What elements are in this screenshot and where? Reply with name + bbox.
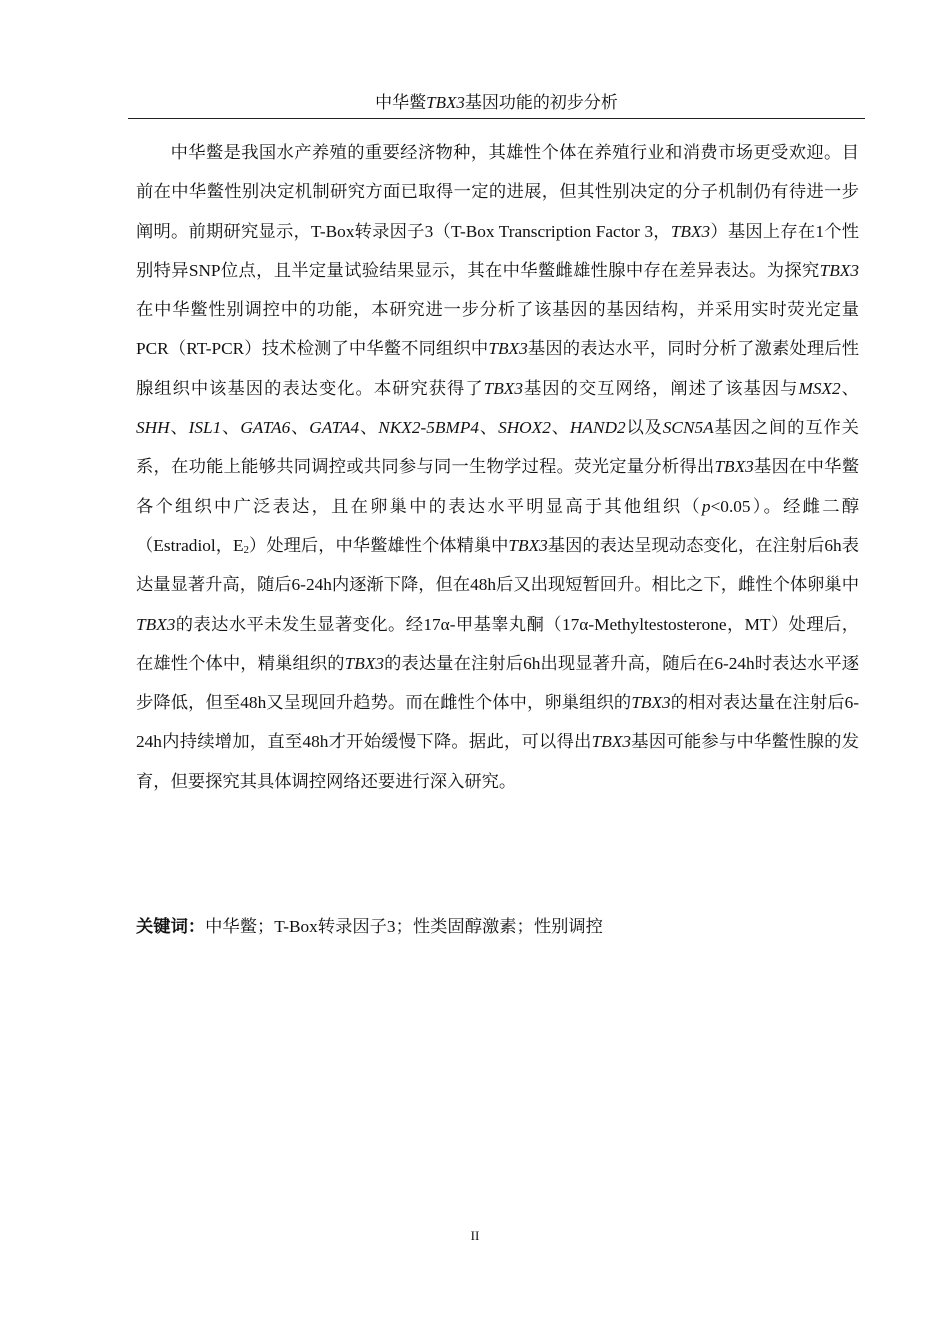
- separator: 、: [479, 418, 499, 438]
- subscript: 2: [243, 543, 250, 556]
- gene-name: SHH: [136, 418, 170, 438]
- abstract-text: 在中华鳖性别调控中的功能，本研究进一步分析了该基因的基因结构，并采用实时荧光定量PCR（RT-PCR）技术检测了中华鳖不同组织中: [136, 300, 859, 359]
- gene-name: GATA6: [240, 418, 291, 438]
- abstract-text: 基因的表达水平，同时分析了激素处理后性腺组织中该基因的表达变化。本研究获得了: [136, 339, 859, 398]
- gene-name: TBX3: [344, 653, 384, 673]
- header-text-pre: 中华鳖: [375, 93, 427, 112]
- abstract-text: 的表达水平未发生显著变化。经17α-甲基睾丸酮（17α-Methyltestosterone，MT）处理后，在雄性个体中，精巢组织的: [136, 614, 859, 673]
- abstract-text: 基因之间的互作关系，在功能上能够共同调控或共同参与同一生物学过程。荧光定量分析得出: [136, 418, 859, 477]
- abstract-text: ）基因上存在1个性别特异SNP位点，且半定量试验结果显示，其在中华鳖雌雄性腺中存在差异表达。为探究: [136, 221, 859, 280]
- gene-name: SCN5A: [662, 418, 714, 438]
- abstract-text: ）处理后，中华鳖雄性个体精巢中: [249, 535, 509, 555]
- p-value-symbol: p: [701, 496, 711, 516]
- gene-name: TBX3: [508, 535, 548, 555]
- keywords-label: 关键词：: [136, 917, 206, 936]
- header-gene-name: TBX3: [426, 93, 465, 112]
- gene-name: HAND2: [569, 418, 626, 438]
- abstract-text: 中华鳖是我国水产养殖的重要经济物种，其雄性个体在养殖行业和消费市场更受欢迎。目前在中华鳖性别决定机制研究方面已取得一定的进展，但其性别决定的分子机制仍有待进一步阐明。前期研究显示，T-Box转录因子3（T-Box Transcription Factor 3，: [136, 143, 859, 241]
- abstract-text: 基因可能参与中华鳖性腺的发育，但要探究其具体调控网络还要进行深入研究。: [136, 732, 859, 791]
- gene-name: TBX3: [591, 732, 632, 752]
- running-header: [128, 90, 865, 119]
- abstract-paragraph: [136, 133, 859, 801]
- separator: 、: [290, 418, 310, 438]
- gene-name: ISL1: [188, 418, 222, 438]
- gene-name: TBX3: [631, 693, 671, 713]
- separator: 、: [221, 418, 241, 438]
- separator: 、: [359, 418, 379, 438]
- abstract-text: 以及: [625, 418, 663, 438]
- separator: 、: [169, 418, 189, 438]
- abstract-text: 基因的表达呈现动态变化，在注射后6h表达量显著升高，随后6-24h内逐渐下降，但在48h后又出现短暂回升。相比之下，雌性个体卵巢中: [136, 535, 859, 595]
- abstract-text: 基因的交互网络，阐述了该基因与: [522, 378, 799, 398]
- separator: 、: [550, 418, 570, 438]
- abstract-text: 的表达量在注射后6h出现显著升高，随后在6-24h时表达水平逐步降低，但至48h又呈现回升趋势。而在雌性个体中，卵巢组织的: [136, 653, 859, 713]
- keywords-line: [136, 907, 859, 946]
- gene-name: NKX2-5BMP4: [378, 418, 480, 438]
- abstract-text: <0.05）。经雌二醇（Estradiol，E: [136, 496, 859, 555]
- abstract-text: 基因在中华鳖各个组织中广泛表达，且在卵巢中的表达水平明显高于其他组织（: [136, 457, 859, 516]
- gene-name: TBX3: [136, 614, 176, 634]
- gene-name: TBX3: [483, 378, 523, 398]
- gene-name: GATA4: [309, 418, 360, 438]
- abstract-text: 的相对表达量在注射后6-24h内持续增加，直至48h才开始缓慢下降。据此，可以得出: [136, 693, 859, 752]
- keywords-text: 中华鳖；T-Box转录因子3；性类固醇激素；性别调控: [205, 917, 603, 936]
- header-text-post: 基因功能的初步分析: [464, 93, 618, 112]
- gene-name: SHOX2: [498, 418, 551, 438]
- gene-name: MSX2: [798, 378, 841, 398]
- gene-name: TBX3: [670, 221, 711, 241]
- separator: 、: [840, 378, 859, 398]
- gene-name: TBX3: [819, 260, 859, 280]
- page-number: II: [470, 1228, 480, 1243]
- gene-name: TBX3: [714, 457, 754, 477]
- gene-name: TBX3: [488, 339, 528, 359]
